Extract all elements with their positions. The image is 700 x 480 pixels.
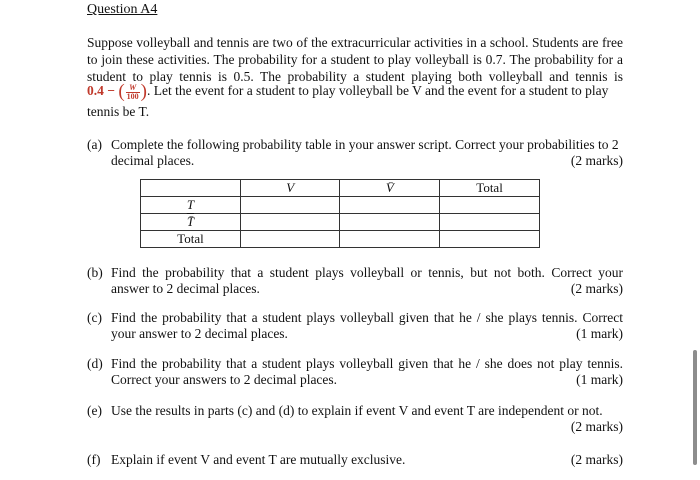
part-a-marks: (2 marks) [570, 153, 623, 168]
part-c-line-2: your answer to 2 decimal places. [111, 326, 288, 341]
intro-line-1: Suppose volleyball and tennis are two of the extracurricular activities in a school. Students are free [87, 35, 623, 50]
part-e-marks: (2 marks) [570, 419, 623, 434]
part-f-marks: (2 marks) [570, 452, 623, 467]
row-label-t: T [141, 197, 241, 214]
table-header-v-bar: V̄ [340, 180, 440, 197]
intro-line-4-text: . Let the event for a student to play volleyball be V and the event for a student to play [146, 83, 609, 99]
table-header-corner [141, 180, 241, 197]
part-a-line-1: Complete the following probability table in your answer script. Correct your probabilities to 2 [111, 137, 619, 152]
table-row [141, 214, 540, 231]
part-c-label: (c) [87, 310, 102, 325]
formula-numerator: W [126, 84, 140, 93]
table-cell [340, 214, 440, 231]
table-header-total: Total [440, 180, 540, 197]
intro-line-5: tennis be T. [87, 104, 150, 119]
formula-lead: 0.4 − [87, 83, 115, 99]
part-f-label: (f) [87, 452, 101, 467]
table-cell [440, 197, 540, 214]
part-e-label: (e) [87, 403, 102, 418]
table-header-row [141, 180, 540, 197]
part-d-label: (d) [87, 356, 103, 371]
table-cell [240, 214, 340, 231]
table-row [141, 231, 540, 248]
part-b-line-1: Find the probability that a student plays volleyball or tennis, but not both. Correct your [111, 265, 623, 280]
intro-line-2: to join these activities. The probability for a student to play volleyball is 0.7. The probability for a [87, 52, 623, 67]
formula-denominator: 100 [126, 91, 139, 101]
table-cell [240, 197, 340, 214]
question-title: Question A4 [87, 2, 158, 17]
part-b-label: (b) [87, 265, 103, 280]
table-cell [340, 197, 440, 214]
table-cell [340, 231, 440, 248]
part-c-line-1: Find the probability that a student plays volleyball given that he / she plays tennis. Correct [111, 310, 623, 325]
part-c-marks: (1 mark) [576, 326, 623, 341]
part-d-marks: (1 mark) [576, 372, 623, 387]
part-e-line-1: Use the results in parts (c) and (d) to explain if event V and event T are independent or not. [111, 403, 603, 418]
row-label-total: Total [141, 231, 241, 248]
row-label-t-bar: T̄ [141, 214, 241, 231]
part-d-line-1: Find the probability that a student plays volleyball given that he / she does not play tennis. [111, 356, 623, 371]
table-cell [440, 231, 540, 248]
table-row [141, 197, 540, 214]
part-d-line-2: Correct your answers to 2 decimal places. [111, 372, 338, 387]
paren-close: ) [140, 81, 147, 102]
part-f-line-1: Explain if event V and event T are mutually exclusive. [111, 452, 406, 467]
table-cell [240, 231, 340, 248]
probability-table [140, 179, 540, 248]
part-b-marks: (2 marks) [570, 281, 623, 296]
table-header-v: V [240, 180, 340, 197]
part-a-line-2: decimal places. [111, 153, 195, 168]
part-a-label: (a) [87, 137, 102, 152]
intro-line-3: student to play tennis is 0.5. The probability a student playing both volleyball and tennis is [87, 69, 623, 84]
paren-open: ( [118, 81, 125, 102]
intro-line-4 [87, 81, 623, 103]
vertical-scrollbar[interactable] [693, 350, 697, 465]
formula-fraction [126, 84, 140, 101]
part-b-line-2: answer to 2 decimal places. [111, 281, 260, 296]
table-cell [440, 214, 540, 231]
